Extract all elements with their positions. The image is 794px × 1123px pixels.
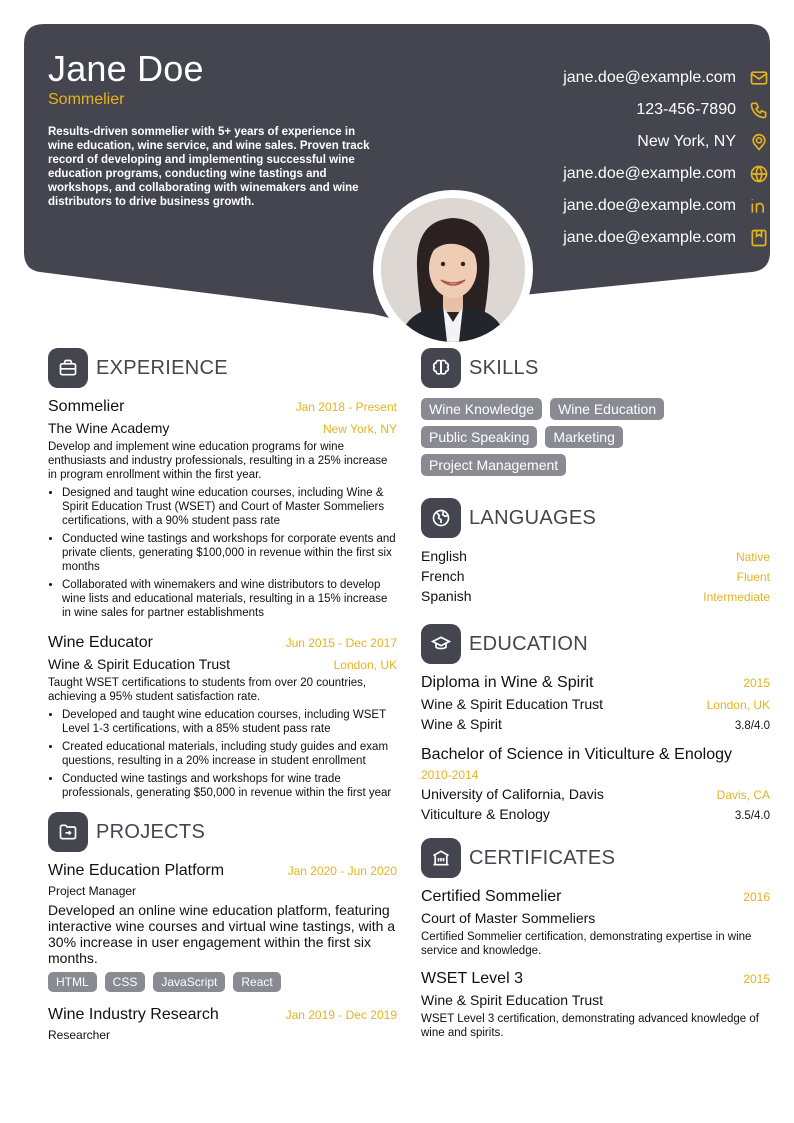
project-description: Developed an online wine education platform, featuring interactive wine courses and virtual wine tastings, with a 30% increase in user engagement within the first six months. <box>48 902 396 966</box>
certificate-item <box>421 970 770 1040</box>
job-bullet: • Collaborated with winemakers and wine distributors to develop wine lists and educational materials, resulting in a 15% increase in wine sales for partner establishments <box>62 578 397 620</box>
skill-tags <box>421 398 770 476</box>
right-column <box>421 348 770 1040</box>
skill-tag: Public Speaking <box>421 426 537 448</box>
summary: Results-driven sommelier with 5+ years of experience in wine education, wine service, and wine sales. Proven track record of developing and implementing successful wine education programs, conducting wine tastings and workshops, and collaborating with winemakers and wine distributors to drive business growth. <box>48 126 370 208</box>
profile-photo <box>373 190 533 350</box>
project-tag: JavaScript <box>153 972 225 992</box>
contact-email-text[interactable]: jane.doe@example.com <box>563 69 736 86</box>
job-bullets <box>48 486 397 620</box>
job-bullet: • Designed and taught wine education courses, including Wine & Spirit Education Trust (WSET) and Court of Master Sommeliers certifications, with a 90% student pass rate <box>62 486 397 528</box>
briefcase-icon <box>48 348 88 388</box>
edu-location: London, UK <box>706 698 770 712</box>
skills-title: SKILLS <box>469 356 539 379</box>
job-bullet: • Created educational materials, including study guides and exam questions, resulting in a 20% increase in student enrollment <box>62 740 397 768</box>
avatar <box>381 198 525 342</box>
skill-tag: Project Management <box>421 454 566 476</box>
contact-linkedin-text[interactable]: jane.doe@example.com <box>563 197 736 214</box>
contact-website-text[interactable]: jane.doe@example.com <box>563 165 736 182</box>
project-item <box>48 1006 397 1042</box>
project-tag: CSS <box>105 972 146 992</box>
contact-phone[interactable] <box>470 94 770 126</box>
language-item <box>421 588 770 608</box>
languages-title: LANGUAGES <box>469 506 597 529</box>
contact-location-text: New York, NY <box>637 133 736 150</box>
project-role: Project Manager <box>48 884 137 898</box>
experience-header <box>48 348 397 388</box>
job-org: Wine & Spirit Education Trust <box>48 656 231 672</box>
job-org: The Wine Academy <box>48 420 170 436</box>
globe-icon <box>421 498 461 538</box>
edu-gpa: 3.5/4.0 <box>734 810 770 822</box>
edu-school: University of California, Davis <box>421 786 604 802</box>
skills-header <box>421 348 770 388</box>
language-name: Spanish <box>421 588 472 604</box>
certificate-item <box>421 888 770 958</box>
skill-tag: Wine Education <box>550 398 664 420</box>
location-icon <box>748 131 770 153</box>
contact-portfolio-text[interactable]: jane.doe@example.com <box>563 229 736 246</box>
phone-icon <box>748 99 770 121</box>
job-bullets <box>48 708 397 800</box>
job-description: Taught WSET certifications to students from over 20 countries, achieving a 95% student satisfaction rate. <box>48 677 367 703</box>
languages-header <box>421 498 770 538</box>
edu-date: 2010-2014 <box>421 768 479 782</box>
job-bullet: • Conducted wine tastings and workshops for wine trade professionals, generating $50,000 in revenue within the first year <box>62 772 397 800</box>
language-level: Intermediate <box>703 590 770 604</box>
left-column <box>48 348 397 1052</box>
job-role: Wine Educator <box>48 634 153 651</box>
cert-date: 2016 <box>743 890 770 904</box>
job-bullet: • Conducted wine tastings and workshops for corporate events and private clients, generating $100,000 in revenue within the first six months <box>62 532 397 574</box>
project-item <box>48 862 397 992</box>
edu-degree: Diploma in Wine & Spirit <box>421 674 594 691</box>
edu-degree: Bachelor of Science in Viticulture & Enology <box>421 746 732 763</box>
contact-email[interactable] <box>470 62 770 94</box>
certificates-header <box>421 838 770 878</box>
language-item <box>421 568 770 588</box>
cert-issuer: Court of Master Sommeliers <box>421 910 596 926</box>
project-tags <box>48 972 397 992</box>
language-name: English <box>421 548 467 564</box>
job-date: Jan 2018 - Present <box>295 400 397 414</box>
cert-description: WSET Level 3 certification, demonstrating advanced knowledge of wine and spirits. <box>421 1013 759 1039</box>
education-item <box>421 746 770 822</box>
project-role: Researcher <box>48 1028 111 1042</box>
edu-date: 2015 <box>743 676 770 690</box>
job-location: London, UK <box>333 658 397 672</box>
mail-icon <box>748 67 770 89</box>
edu-gpa: 3.8/4.0 <box>734 720 770 732</box>
contact-location <box>470 126 770 158</box>
certificates-title: CERTIFICATES <box>469 846 616 869</box>
brain-icon <box>421 348 461 388</box>
projects-title: PROJECTS <box>96 820 206 843</box>
job-role: Sommelier <box>48 398 125 415</box>
edu-location: Davis, CA <box>716 788 770 802</box>
experience-item <box>48 398 397 620</box>
projects-header <box>48 812 397 852</box>
cert-description: Certified Sommelier certification, demonstrating expertise in wine service and knowledge. <box>421 931 752 957</box>
graduation-cap-icon <box>421 624 461 664</box>
experience-title: EXPERIENCE <box>96 356 228 379</box>
job-location: New York, NY <box>322 422 397 436</box>
job-date: Jun 2015 - Dec 2017 <box>285 636 397 650</box>
bookmark-icon <box>748 227 770 249</box>
contact-website[interactable] <box>470 158 770 190</box>
contact-linkedin[interactable] <box>470 190 770 222</box>
candidate-title: Sommelier <box>48 91 125 108</box>
folder-icon <box>48 812 88 852</box>
job-description: Develop and implement wine education programs for wine enthusiasts and industry professionals, resulting in a 25% increase in program enrollment within the first year. <box>48 441 388 481</box>
skill-tag: Marketing <box>545 426 622 448</box>
language-level: Native <box>735 550 770 564</box>
globe-icon <box>748 163 770 185</box>
project-tag: React <box>233 972 280 992</box>
edu-field: Viticulture & Enology <box>421 806 550 822</box>
project-name: Wine Industry Research <box>48 1006 219 1023</box>
institution-icon <box>421 838 461 878</box>
project-tag: HTML <box>48 972 97 992</box>
skill-tag: Wine Knowledge <box>421 398 542 420</box>
contact-phone-text[interactable]: 123-456-7890 <box>636 101 736 118</box>
edu-field: Wine & Spirit <box>421 716 502 732</box>
language-name: French <box>421 568 465 584</box>
cert-date: 2015 <box>743 972 770 986</box>
job-bullet: • Developed and taught wine education courses, including WSET Level 1-3 certifications, with a 85% student pass rate <box>62 708 397 736</box>
language-item <box>421 548 770 568</box>
language-level: Fluent <box>736 570 770 584</box>
education-item <box>421 674 770 732</box>
project-date: Jan 2019 - Dec 2019 <box>285 1008 397 1022</box>
linkedin-icon <box>748 195 770 217</box>
experience-item <box>48 634 397 800</box>
language-list <box>421 548 770 608</box>
education-header <box>421 624 770 664</box>
candidate-name: Jane Doe <box>48 48 204 89</box>
project-date: Jan 2020 - Jun 2020 <box>287 864 397 878</box>
education-title: EDUCATION <box>469 632 588 655</box>
edu-school: Wine & Spirit Education Trust <box>421 696 604 712</box>
project-name: Wine Education Platform <box>48 862 225 879</box>
cert-name: WSET Level 3 <box>421 970 523 987</box>
cert-issuer: Wine & Spirit Education Trust <box>421 992 604 1008</box>
cert-name: Certified Sommelier <box>421 888 562 905</box>
